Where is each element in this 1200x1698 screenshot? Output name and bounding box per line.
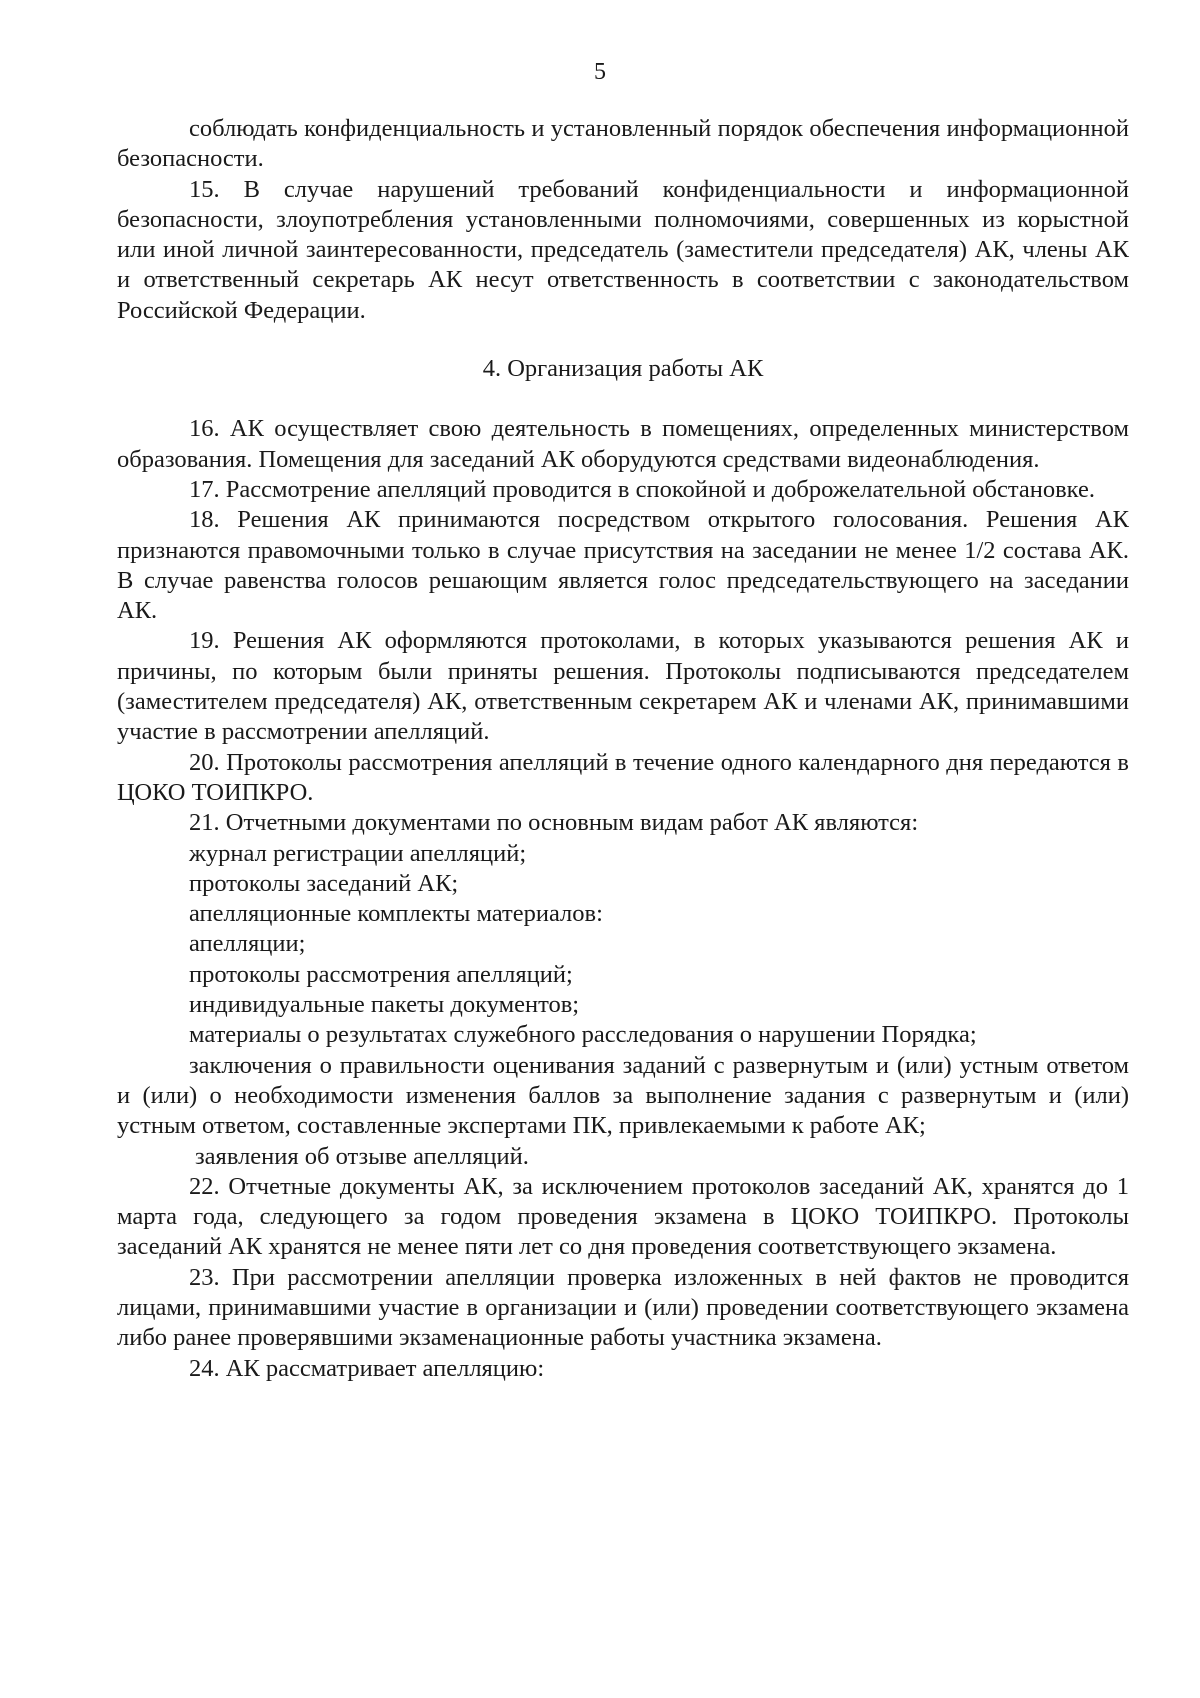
section-title: 4. Организация работы АК [482,355,764,383]
list-item: журнал регистрации апелляций; [189,839,527,867]
list-item: апелляции; [189,930,306,958]
page-number: 5 [594,59,606,85]
paragraph-21: 21. Отчетными документами по основным видам работ АК являются: [189,809,919,837]
list-item: индивидуальные пакеты документов; [189,991,580,1019]
list-item: материалы о результатах служебного расследования о нарушении Порядка; [189,1021,977,1049]
paragraph-continuation: соблюдать конфиденциальность и установленный порядок обеспечения информационной безопасности. [117,115,1129,173]
paragraph-23: 23. При рассмотрении апелляции проверка изложенных в ней фактов не проводится лицами, принимавшими участие в организации и (или) проведении соответствующего экзамена либо ранее проверявшими экзаменационные работы участника экзамена. [117,1263,1129,1352]
list-item: заключения о правильности оценивания заданий с развернутым и (или) устным ответом и (или) о необходимости изменения баллов за выполнение задания с развернутым и (или) устным ответом, составленные экспертами ПК, привлекаемыми к работе АК; [117,1051,1129,1140]
paragraph-19: 19. Решения АК оформляются протоколами, в которых указываются решения АК и причины, по которым были приняты решения. Протоколы подписываются председателем (заместителем председателя) АК, ответственным секретарем АК и членами АК, принимавшими участие в рассмотрении апелляций. [117,627,1129,746]
list-item: протоколы заседаний АК; [189,869,459,897]
document-body [117,114,1129,1384]
paragraph-24: 24. АК рассматривает апелляцию: [189,1354,545,1382]
paragraph-17: 17. Рассмотрение апелляций проводится в спокойной и доброжелательной обстановке. [189,475,1095,503]
list-item: протоколы рассмотрения апелляций; [189,960,573,988]
paragraph-15: 15. В случае нарушений требований конфиденциальности и информационной безопасности, злоупотребления установленными полномочиями, совершенных из корыстной или иной личной заинтересованности, председатель (заместители председателя) АК, члены АК и ответственный секретарь АК несут ответственность в соответствии с законодательством Российской Федерации. [117,175,1129,324]
paragraph-20: 20. Протоколы рассмотрения апелляций в течение одного календарного дня передаются в ЦОКО ТОИПКРО. [117,748,1129,806]
paragraph-18: 18. Решения АК принимаются посредством открытого голосования. Решения АК признаются правомочными только в случае присутствия на заседании не менее 1/2 состава АК. В случае равенства голосов решающим является голос председательствующего на заседании АК. [117,506,1129,625]
paragraph-22: 22. Отчетные документы АК, за исключением протоколов заседаний АК, хранятся до 1 марта года, следующего за годом проведения экзамена в ЦОКО ТОИПКРО. Протоколы заседаний АК хранятся не менее пяти лет со дня проведения соответствующего экзамена. [117,1172,1129,1261]
paragraph-16: 16. АК осуществляет свою деятельность в помещениях, определенных министерством образования. Помещения для заседаний АК оборудуются средствами видеонаблюдения. [117,415,1129,473]
list-item: заявления об отзыве апелляций. [195,1142,529,1170]
list-item: апелляционные комплекты материалов: [189,900,603,928]
